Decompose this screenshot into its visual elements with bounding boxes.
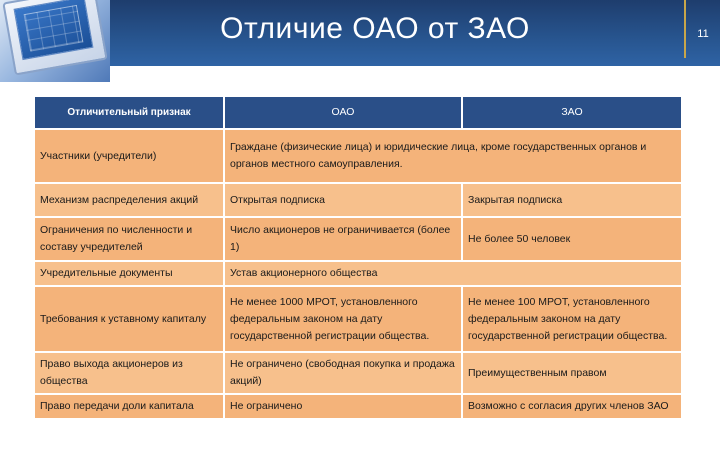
table-row xyxy=(35,262,681,285)
row-feature: Участники (учредители) xyxy=(35,130,223,182)
slide-header xyxy=(0,0,720,82)
monitor-screen xyxy=(14,0,94,60)
slide-title: Отличие ОАО от ЗАО xyxy=(220,12,530,45)
row-zao: Не менее 100 МРОТ, установленного федеральным законом на дату государственной регистрации общества. xyxy=(463,287,681,351)
table-row xyxy=(35,395,681,418)
row-zao: Не более 50 человек xyxy=(463,218,681,260)
monitor-logo-icon xyxy=(0,0,110,82)
monitor-frame xyxy=(2,0,107,76)
row-oao: Открытая подписка xyxy=(225,184,461,216)
row-oao-zao-merged: Граждане (физические лица) и юридические лица, кроме государственных органов и органов местного самоуправления. xyxy=(225,130,681,182)
row-oao: Не ограничено (свободная покупка и продажа акций) xyxy=(225,353,461,393)
row-zao: Закрытая подписка xyxy=(463,184,681,216)
row-oao: Не менее 1000 МРОТ, установленного федеральным законом на дату государственной регистрации общества. xyxy=(225,287,461,351)
row-feature: Требования к уставному капиталу xyxy=(35,287,223,351)
table-row xyxy=(35,287,681,351)
table-header-row xyxy=(35,97,681,128)
header-zao: ЗАО xyxy=(463,97,681,128)
table-row xyxy=(35,130,681,182)
row-feature: Право передачи доли капитала xyxy=(35,395,223,418)
page-number: 11 xyxy=(697,28,709,40)
row-feature: Учредительные документы xyxy=(35,262,223,285)
row-feature: Ограничения по численности и составу учредителей xyxy=(35,218,223,260)
page-number-divider xyxy=(684,0,686,58)
row-zao: Возможно с согласия других членов ЗАО xyxy=(463,395,681,418)
row-oao: Не ограничено xyxy=(225,395,461,418)
header-strip xyxy=(108,66,720,82)
table-row xyxy=(35,353,681,393)
row-feature: Право выхода акционеров из общества xyxy=(35,353,223,393)
table-row xyxy=(35,184,681,216)
comparison-table xyxy=(33,95,683,420)
monitor-grid xyxy=(24,5,84,52)
table-row xyxy=(35,218,681,260)
row-feature: Механизм распределения акций xyxy=(35,184,223,216)
header-feature: Отличительный признак xyxy=(35,97,223,128)
header-oao: ОАО xyxy=(225,97,461,128)
row-oao-zao-merged: Устав акционерного общества xyxy=(225,262,681,285)
row-zao: Преимущественным правом xyxy=(463,353,681,393)
row-oao: Число акционеров не ограничивается (более 1) xyxy=(225,218,461,260)
